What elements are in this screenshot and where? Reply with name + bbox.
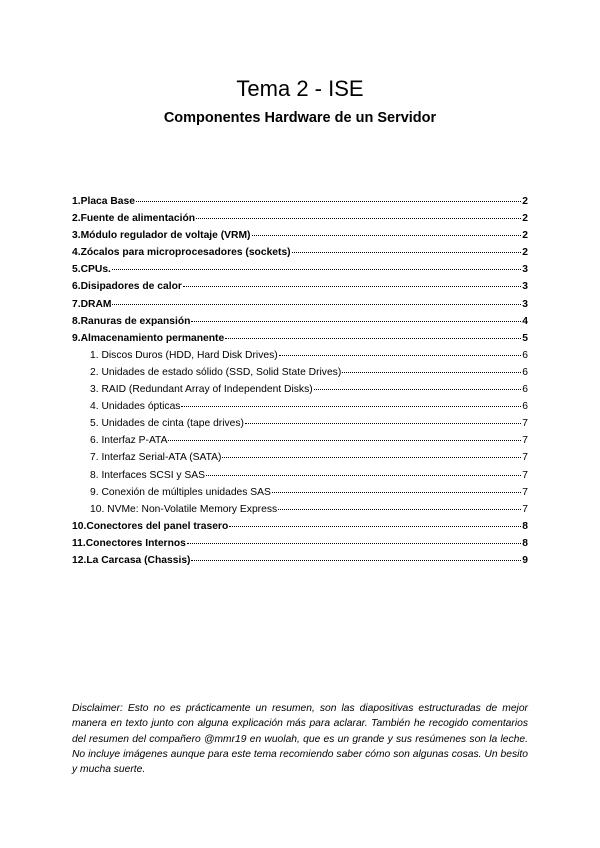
toc-entry-label: 6. Interfaz P-ATA — [90, 435, 168, 447]
toc-dot-leader — [181, 406, 521, 407]
toc-entry[interactable] — [72, 418, 528, 435]
toc-entry-page: 2 — [522, 213, 528, 225]
document-title: Tema 2 - ISE — [236, 76, 364, 101]
toc-dot-leader — [245, 423, 521, 424]
toc-entry-page: 3 — [522, 298, 528, 310]
toc-dot-leader — [112, 304, 521, 305]
toc-entry-page: 7 — [522, 452, 528, 464]
toc-entry[interactable] — [72, 401, 528, 418]
toc-entry-page: 6 — [522, 384, 528, 396]
toc-dot-leader — [196, 218, 521, 219]
toc-entry[interactable] — [72, 333, 528, 350]
table-of-contents — [72, 196, 528, 572]
toc-entry-page: 8 — [522, 520, 528, 532]
toc-entry-page: 6 — [522, 366, 528, 378]
toc-entry-page: 8 — [522, 537, 528, 549]
toc-entry-label: 8. Interfaces SCSI y SAS — [90, 469, 206, 481]
toc-entry-page: 7 — [522, 486, 528, 498]
toc-entry-label: 7. Interfaz Serial-ATA (SATA) — [90, 452, 222, 464]
toc-dot-leader — [168, 440, 521, 441]
toc-dot-leader — [112, 269, 521, 270]
toc-entry[interactable] — [72, 367, 528, 384]
toc-dot-leader — [222, 457, 521, 458]
document-subtitle: Componentes Hardware de un Servidor — [163, 110, 437, 126]
toc-dot-leader — [206, 475, 521, 476]
toc-dot-leader — [279, 355, 522, 356]
toc-entry[interactable] — [72, 470, 528, 487]
toc-dot-leader — [191, 560, 521, 561]
toc-entry-label: 10. NVMe: Non-Volatile Memory Express — [90, 503, 278, 515]
toc-entry-label: 4. Unidades ópticas — [90, 401, 181, 413]
toc-entry[interactable] — [72, 316, 528, 333]
toc-entry-label: 2. Unidades de estado sólido (SSD, Solid State Drives) — [90, 366, 342, 378]
toc-dot-leader — [136, 201, 521, 202]
toc-entry-page: 7 — [522, 418, 528, 430]
toc-entry-label: 1. Discos Duros (HDD, Hard Disk Drives) — [90, 349, 278, 361]
toc-entry[interactable] — [72, 452, 528, 469]
toc-entry-label: 11.Conectores Internos — [72, 537, 186, 549]
toc-entry[interactable] — [72, 487, 528, 504]
toc-entry[interactable] — [72, 299, 528, 316]
toc-dot-leader — [252, 235, 522, 236]
toc-entry-label: 9.Almacenamiento permanente — [72, 332, 225, 344]
toc-entry[interactable] — [72, 538, 528, 555]
toc-entry-page: 4 — [522, 315, 528, 327]
toc-entry[interactable] — [72, 555, 528, 572]
toc-dot-leader — [272, 492, 521, 493]
toc-entry-label: 8.Ranuras de expansión — [72, 315, 191, 327]
toc-dot-leader — [183, 286, 521, 287]
toc-entry-label: 5.CPUs. — [72, 264, 111, 276]
toc-entry[interactable] — [72, 350, 528, 367]
toc-entry[interactable] — [72, 264, 528, 281]
toc-entry-page: 6 — [522, 349, 528, 361]
toc-entry-label: 2.Fuente de alimentación — [72, 213, 196, 225]
toc-entry-page: 2 — [522, 230, 528, 242]
toc-entry[interactable] — [72, 504, 528, 521]
toc-dot-leader — [229, 526, 521, 527]
toc-entry-page: 5 — [522, 332, 528, 344]
toc-entry-page: 7 — [522, 503, 528, 515]
toc-dot-leader — [342, 372, 521, 373]
toc-entry[interactable] — [72, 196, 528, 213]
toc-entry-page: 3 — [522, 264, 528, 276]
toc-entry-page: 7 — [522, 469, 528, 481]
toc-entry-label: 9. Conexión de múltiples unidades SAS — [90, 486, 271, 498]
toc-entry[interactable] — [72, 435, 528, 452]
toc-entry-label: 4.Zócalos para microprocesadores (sockets) — [72, 247, 291, 259]
toc-entry-label: 1.Placa Base — [72, 196, 135, 207]
toc-dot-leader — [225, 338, 521, 339]
toc-entry-label: 6.Disipadores de calor — [72, 281, 182, 293]
toc-entry-page: 7 — [522, 435, 528, 447]
toc-entry-page: 2 — [522, 196, 528, 207]
toc-dot-leader — [187, 543, 521, 544]
toc-entry-label: 5. Unidades de cinta (tape drives) — [90, 418, 244, 430]
toc-entry-label: 3.Módulo regulador de voltaje (VRM) — [72, 230, 251, 242]
toc-entry[interactable] — [72, 247, 528, 264]
toc-entry-label: 3. RAID (Redundant Array of Independent Disks) — [90, 384, 313, 396]
toc-entry-page: 3 — [522, 281, 528, 293]
toc-entry[interactable] — [72, 230, 528, 247]
toc-dot-leader — [314, 389, 522, 390]
toc-entry[interactable] — [72, 521, 528, 538]
toc-entry-label: 7.DRAM — [72, 298, 112, 310]
toc-entry-label: 10.Conectores del panel trasero — [72, 520, 229, 532]
toc-entry-page: 6 — [522, 401, 528, 413]
toc-entry[interactable] — [72, 384, 528, 401]
toc-dot-leader — [278, 509, 521, 510]
disclaimer-text: Disclaimer: Esto no es prácticamente un resumen, son las diapositivas estructuradas de mejor manera en texto junto con alguna explicación más para aclarar. También he recogido comentarios del resumen del compañero @mmr19 en wuolah, que es un grande y sus resúmenes son la leche. No incluye imágenes aunque para este tema recomiendo saber cómo son algunas cosas. Un besito y mucha suerte. — [72, 703, 528, 776]
toc-entry-page: 2 — [522, 247, 528, 259]
toc-entry-page: 9 — [522, 554, 528, 566]
toc-entry[interactable] — [72, 213, 528, 230]
toc-entry-label: 12.La Carcasa (Chassis) — [72, 554, 191, 566]
toc-dot-leader — [191, 321, 521, 322]
toc-entry[interactable] — [72, 281, 528, 298]
toc-dot-leader — [292, 252, 522, 253]
